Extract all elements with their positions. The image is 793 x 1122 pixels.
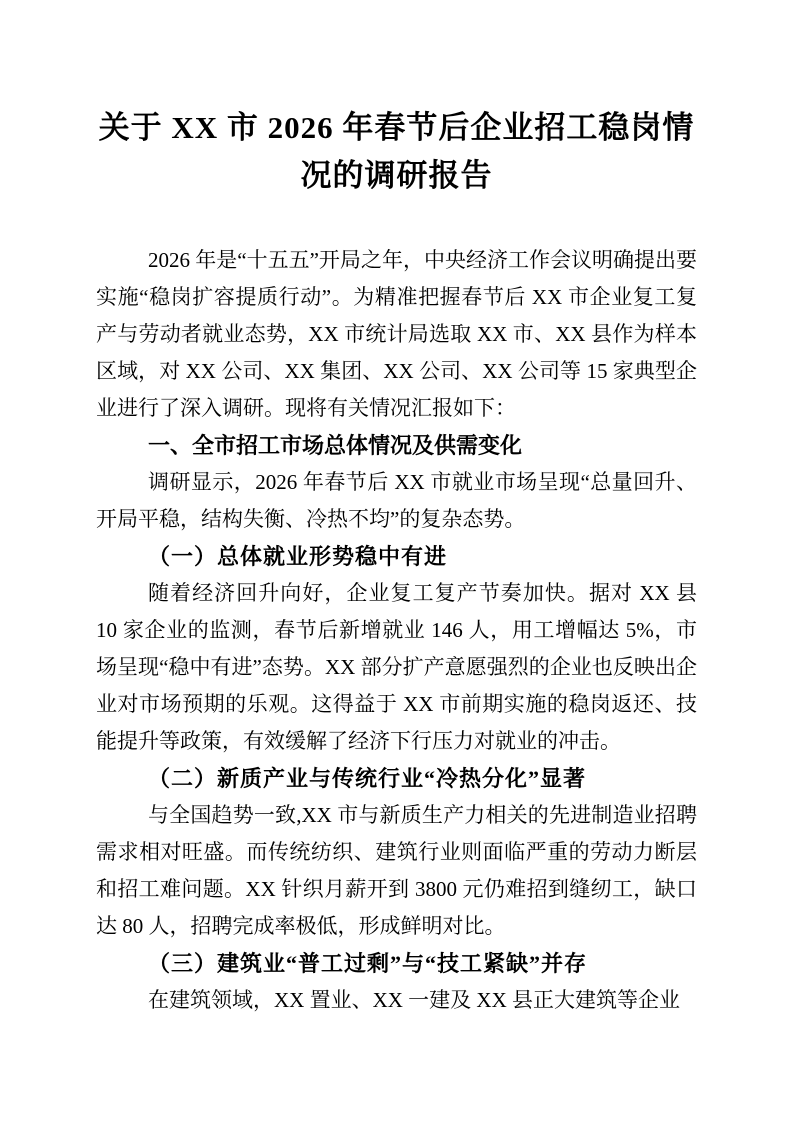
subsection-1-heading: （一）总体就业形势稳中有进 xyxy=(148,544,448,569)
subsection-3-heading: （三）建筑业“普工过剩”与“技工紧缺”并存 xyxy=(148,951,588,976)
paragraph-market-overview: 调研显示，2026 年春节后 XX 市就业市场呈现“总量回升、开局平稳，结构失衡、冷热不均”的复杂态势。 xyxy=(96,470,697,531)
paragraph-construction-sector: 在建筑领域，XX 置业、XX 一建及 XX 县正大建筑等企业 xyxy=(148,988,680,1012)
page-title: 关于 XX 市 2026 年春节后企业招工稳岗情况的调研报告 xyxy=(98,110,695,193)
paragraph-industry-divergence: 与全国趋势一致,XX 市与新质生产力相关的先进制造业招聘需求相对旺盛。而传统纺织、建筑行业则面临严重的劳动力断层和招工难问题。XX 针织月薪开到 3800 元仍难招到缝纫工，缺口达 80 人，招聘完成率极低，形成鲜明对比。 xyxy=(96,803,697,938)
paragraph-employment-progress: 随着经济回升向好，企业复工复产节奏加快。据对 XX 县 10 家企业的监测，春节后新增就业 146 人，用工增幅达 5%，市场呈现“稳中有进”态势。XX 部分扩产意愿强烈的企业也反映出企业对市场预期的乐观。这得益于 XX 市前期实施的稳岗返还、技能提升等政策，有效缓解了经济下行压力对就业的冲击。 xyxy=(96,581,697,753)
paragraph-intro: 2026 年是“十五五”开局之年，中央经济工作会议明确提出要实施“稳岗扩容提质行动”。为精准把握春节后 XX 市企业复工复产与劳动者就业态势，XX 市统计局选取 XX 市、XX 县作为样本区域，对 XX 公司、XX 集团、XX 公司、XX 公司等 15 家典型企业进行了深入调研。现将有关情况汇报如下： xyxy=(96,248,697,420)
subsection-2-heading: （二）新质产业与传统行业“冷热分化”显著 xyxy=(148,766,587,791)
section-1-heading: 一、全市招工市场总体情况及供需变化 xyxy=(148,433,523,458)
